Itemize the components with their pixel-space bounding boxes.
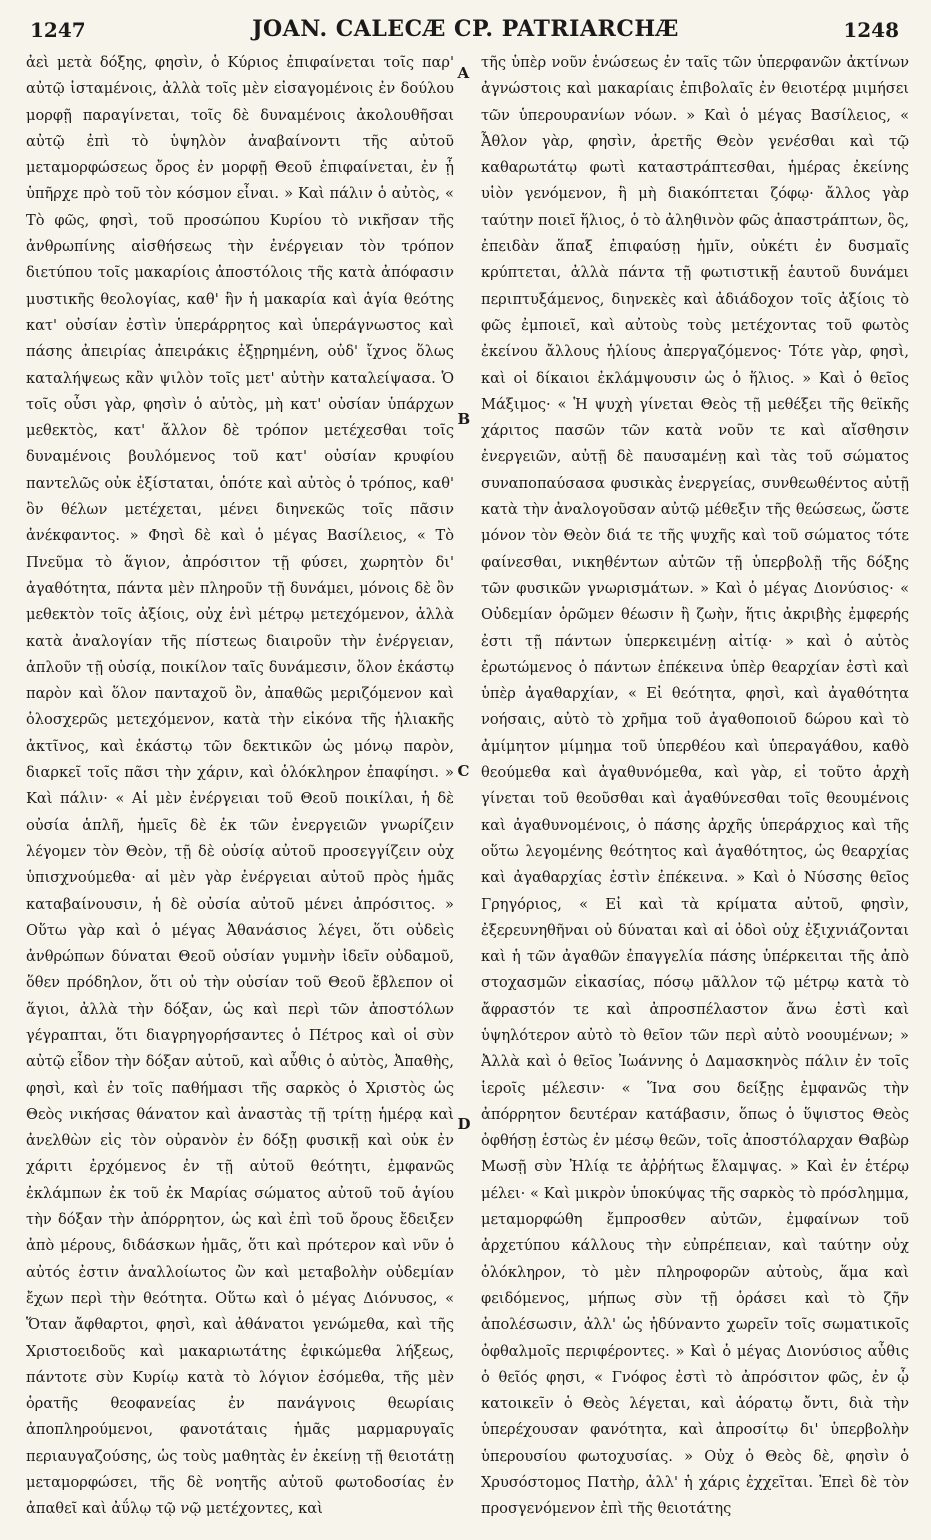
text-columns bbox=[26, 50, 909, 1532]
running-header bbox=[22, 14, 909, 48]
column-gutter bbox=[455, 50, 481, 1532]
page-number-right: 1248 bbox=[843, 18, 899, 42]
margin-mark-c: C bbox=[457, 762, 470, 780]
column-left bbox=[26, 50, 454, 1532]
margin-mark-b: B bbox=[457, 410, 471, 428]
column-right-text: τῆς ὑπὲρ νοῦν ἑνώσεως ἐν ταῖς τῶν ὑπερφανῶν ἀκτίνων ἀγνώστοις καὶ μακαρίαις ἐπιβολαῖς ἐν θειοτέρᾳ μιμήσει τῶν ὑπερουρανίων νόων. » Καὶ ὁ μέγας Βασίλειος, « Ἆθλον γὰρ, φησὶν, ἀρετῆς Θεὸν γενέσθαι καὶ τῷ καθαρωτάτῳ φωτὶ καταστράπτεσθαι, ἡμέρας ἐκείνης υἱὸν γενόμενον, ἣ μὴ διακόπτεται ζόφῳ· ἄλλος γὰρ ταύτην ποιεῖ ἥλιος, ὁ τὸ ἀληθινὸν φῶς ἀπαστράπτων, ὃς, ἐπειδὰν ἅπαξ ἐπιφαύσῃ ἡμῖν, οὐκέτι ἐν δυσμαῖς κρύπτεται, ἀλλὰ πάντα τῇ φωτιστικῇ ἑαυτοῦ δυνάμει περιπτυξάμενος, διηνεκὲς καὶ ἀδιάδοχον τοῖς ἀξίοις τὸ φῶς ἐμποιεῖ, καὶ αὐτοὺς τοὺς μετέχοντας τοῦ φωτὸς ἐκείνου ἄλλους ἡλίους ἀπεργαζόμενος· Τότε γὰρ, φησὶ, καὶ οἱ δίκαιοι ἐκλάμψουσιν ὡς ὁ ἥλιος. » Καὶ ὁ θεῖος Μάξιμος· « Ἡ ψυχὴ γίνεται Θεὸς τῇ μεθέξει τῆς θεϊκῆς χάριτος πασῶν τῶν κατὰ νοῦν τε καὶ αἴσθησιν ἐνεργειῶν, αὐτῇ δὲ παυσαμένῃ καὶ τὰς τοῦ σώματος συναποπαύσασα φυσικὰς ἐνεργείας, συνθεωθέντος αὐτῇ κατὰ τὴν ἀναλογοῦσαν αὐτῷ μέθεξιν τῆς θεώσεως, ὥστε μόνον τὸν Θεὸν διά τε τῆς ψυχῆς καὶ τοῦ σώματος τότε φαίνεσθαι, νικηθέντων αὐτῶν τῇ ὑπερβολῇ τῆς δόξης τῶν φυσικῶν γνωρισμάτων. » Καὶ ὁ μέγας Διονύσιος· « Οὐδεμίαν ὁρῶμεν θέωσιν ἢ ζωὴν, ἥτις ἀκριβὴς ἐμφερής ἐστι τῇ πάντων ὑπερκειμένῃ αἰτίᾳ· » καὶ ὁ αὐτὸς ἐρωτώμενος ὁ πάντων ἐπέκεινα ὑπὲρ θεαρχίαν ἐστὶ καὶ ὑπὲρ ἀγαθαρχίαν, « Εἰ θεότητα, φησὶ, καὶ ἀγαθότητα νοήσαις, αὐτὸ τὸ χρῆμα τοῦ ἀγαθοποιοῦ δώρου καὶ τὸ ἀμίμητον μίμημα τοῦ ὑπερθέου καὶ ὑπεραγάθου, καθὸ θεούμεθα καὶ ἀγαθυνόμεθα, καὶ γὰρ, εἰ τοῦτο ἀρχὴ γίνεται τοῦ θεοῦσθαι καὶ ἀγαθύνεσθαι τοῖς θεουμένοις καὶ ἀγαθυνομένοις, ὁ πάσης ἀρχῆς ὑπεράρχιος καὶ τῆς οὕτω λεγομένης θεότητος καὶ ἀγαθότητος, ὡς θεαρχίας καὶ ἀγαθαρχίας ἐστὶν ἐπέκεινα. » Καὶ ὁ Νύσσης θεῖος Γρηγόριος, « Εἰ καὶ τὰ κρίματα αὐτοῦ, φησὶν, ἐξερευνηθῆναι οὐ δύναται καὶ αἱ ὁδοὶ οὐχ ἐξιχνιάζονται καὶ ἡ τῶν ἀγαθῶν ἐπαγγελία πάσης ὑπέρκειται τῆς ἀπὸ στοχασμῶν εἰκασίας, πόσῳ μᾶλλον τῷ μέτρῳ κατὰ τὸ ἄφραστόν τε καὶ ἀπροσπέλαστον ἄνω ἐστὶ καὶ ὑψηλότερον αὐτὸ τὸ θεῖον τῶν περὶ αὐτὸ νοουμένων; » Ἀλλὰ καὶ ὁ θεῖος Ἰωάννης ὁ Δαμασκηνὸς πάλιν ἐν τοῖς ἱεροῖς μέλεσιν· « Ἵνα σου δείξῃς ἐμφανῶς τὴν ἀπόρρητον δευτέραν κατάβασιν, ὅπως ὁ ὕψιστος Θεὸς ὀφθήσῃ ἑστὼς ἐν μέσῳ θεῶν, τοῖς ἀποστόλαρχαν Θαβὼρ Μωσῇ σὺν Ἠλίᾳ τε ἀῤῥήτως ἔλαμψας. » Καὶ ἐν ἑτέρῳ μέλει· « Καὶ μικρὸν ὑποκύψας τῆς σαρκὸς τὸ πρόσλημμα, μεταμορφώθη ἔμπροσθεν αὐτῶν, ἐμφαίνων τοῦ ἀρχετύπου κάλλους τὴν εὐπρέπειαν, καὶ ταύτην οὐχ ὁλόκληρον, τὸ μὲν πληροφορῶν αὐτοὺς, ἅμα καὶ φειδόμενος, μήπως σὺν τῇ ὁράσει καὶ τὸ ζῆν ἀπολέσωσιν, ἀλλ' ὡς ἠδύναντο χωρεῖν τοῖς σωματικοῖς ὀφθαλμοῖς περιφέροντες. » Καὶ ὁ μέγας Διονύσιος αὖθις ὁ θεῖός φησι, « Γνόφος ἐστὶ τὸ ἀπρόσιτον φῶς, ἐν ᾧ κατοικεῖν ὁ Θεὸς λέγεται, καὶ ἀόρατῳ ὄντι, διὰ τὴν ὑπερέχουσαν φανότητα, καὶ ἀπροσίτῳ δι' ὑπερβολὴν ὑπερουσίου φωτοχυσίας. » Οὐχ ὁ Θεὸς δὲ, φησὶν ὁ Χρυσόστομος Πατὴρ, ἀλλ' ἡ χάρις ἐχχεῖται. Ἐπεὶ δὲ τὸν προσγενόμενον ἐπὶ τῆς θειοτάτης bbox=[481, 54, 909, 1518]
margin-mark-d: D bbox=[457, 1115, 471, 1133]
margin-mark-a: A bbox=[457, 64, 470, 82]
page-number-left: 1247 bbox=[30, 18, 86, 42]
running-title: JOAN. CALECÆ CP. PATRIARCHÆ bbox=[252, 16, 679, 42]
column-right bbox=[481, 50, 909, 1532]
column-left-text: ἀεὶ μετὰ δόξης, φησὶν, ὁ Κύριος ἐπιφαίνεται τοῖς παρ' αὐτῷ ἱσταμένοις, ἀλλὰ τοῖς μὲν εἰσαγομένοις ἐν δούλου μορφῇ παραγίνεται, τοῖς δὲ δυναμένοις ἀκολουθῆσαι αὐτῷ ἐπὶ τὸ ὑψηλὸν ἀναβαίνοντι τῆς αὐτοῦ μεταμορφώσεως ὄρος ἐν μορφῇ Θεοῦ ἐπιφαίνεται, ἐν ᾗ ὑπῆρχε πρὸ τοῦ τὸν κόσμον εἶναι. » Καὶ πάλιν ὁ αὐτὸς, « Τὸ φῶς, φησὶ, τοῦ προσώπου Κυρίου τὸ νικῆσαν τῆς ἀνθρωπίνης αἰσθήσεως τὴν ἐνέργειαν τὸν τρόπον διετύπου τοῖς μακαρίοις ἀποστόλοις τῆς κατὰ ἀπόφασιν μυστικῆς θεολογίας, καθ' ἣν ἡ μακαρία καὶ ἁγία θεότης κατ' οὐσίαν ἐστὶν ὑπεράρρητος καὶ ὑπεράγνωστος καὶ πάσης ἀπειρίας ἀπειράκις ἐξῃρημένη, οὐδ' ἴχνος ὅλως καταλήψεως κἂν ψιλὸν τοῖς μετ' αὐτὴν καταλείψασα. Ὁ τοῖς οὖσι γὰρ, φησὶν ὁ αὐτὸς, μὴ κατ' οὐσίαν ὑπάρχων μεθεκτὸς, κατ' ἄλλον δὲ τρόπον μετέχεσθαι τοῖς δυναμένοις βουλόμενος τοῦ κατ' οὐσίαν κρυφίου παντελῶς οὐκ ἐξίσταται, ὁπότε καὶ αὐτὸς ὁ τρόπος, καθ' ὃν θέλων μετέχεται, μένει διηνεκῶς τοῖς πᾶσιν ἀνέκφαντος. » Φησὶ δὲ καὶ ὁ μέγας Βασίλειος, « Τὸ Πνεῦμα τὸ ἅγιον, ἀπρόσιτον τῇ φύσει, χωρητὸν δι' ἀγαθότητα, πάντα μὲν πληροῦν τῇ δυνάμει, μόνοις δὲ ὂν μεθεκτὸν τοῖς ἀξίοις, οὐχ ἑνὶ μέτρῳ μετεχόμενον, ἀλλὰ κατὰ ἀναλογίαν τῆς πίστεως διαιροῦν τὴν ἐνέργειαν, ἁπλοῦν τῇ οὐσίᾳ, ποικίλον ταῖς δυνάμεσιν, ὅλον ἑκάστῳ παρὸν καὶ ὅλον πανταχοῦ ὂν, ἀπαθῶς μεριζόμενον καὶ ὁλοσχερῶς μετεχόμενον, κατὰ τὴν εἰκόνα τῆς ἡλιακῆς ἀκτῖνος, καὶ ἑκάστῳ τῶν δεκτικῶν ὡς μόνῳ παρὸν, διαρκεῖ τοῖς πᾶσι τὴν χάριν, καὶ ὁλόκληρον ἐπαφίησι. » Καὶ πάλιν· « Αἱ μὲν ἐνέργειαι τοῦ Θεοῦ ποικίλαι, ἡ δὲ οὐσία ἁπλῆ, ἡμεῖς δὲ ἐκ τῶν ἐνεργειῶν γνωρίζειν λέγομεν τὸν Θεὸν, τῇ δὲ οὐσίᾳ αὐτοῦ προσεγγίζειν οὐχ ὑπισχνούμεθα· αἱ μὲν γὰρ ἐνέργειαι αὐτοῦ πρὸς ἡμᾶς καταβαίνουσιν, ἡ δὲ οὐσία αὐτοῦ μένει ἀπρόσιτος. » Οὕτω γὰρ καὶ ὁ μέγας Ἀθανάσιος λέγει, ὅτι οὐδεὶς ἀνθρώπων δύναται Θεοῦ οὐσίαν γυμνὴν ἰδεῖν οὐδαμοῦ, ὅθεν πρόδηλον, ὅτι οὐ τὴν οὐσίαν τοῦ Θεοῦ ἔβλεπον οἱ ἅγιοι, ἀλλὰ τὴν δόξαν, ὡς καὶ περὶ τῶν ἀποστόλων γέγραπται, ὅτι διαγρηγορήσαντες ὁ Πέτρος καὶ οἱ σὺν αὐτῷ εἶδον τὴν δόξαν αὐτοῦ, καὶ αὖθις ὁ αὐτὸς, Ἀπαθὴς, φησὶ, καὶ ἐν τοῖς παθήμασι τῆς σαρκὸς ὁ Χριστὸς ὡς Θεὸς νικήσας θάνατον καὶ ἀναστὰς τῇ τρίτῃ ἡμέρᾳ καὶ ἀνελθὼν εἰς τὸν οὐρανὸν ἐν δόξῃ φυσικῇ καὶ οὐκ ἐν χάριτι ἐρχόμενος ἐν τῇ αὐτοῦ θεότητι, ἐμφανῶς ἐκλάμπων ἐκ τοῦ ἐκ Μαρίας σώματος αὐτοῦ τοῦ ἁγίου τὴν δόξαν τὴν ἀπόρρητον, ὡς καὶ ἐπὶ τοῦ ὄρους ἔδειξεν ἀπὸ μέρους, διδάσκων ἡμᾶς, ὅτι καὶ πρότερον καὶ νῦν ὁ αὐτός ἐστιν ἀναλλοίωτος ὢν καὶ μεταβολὴν οὐδεμίαν ἔχων περὶ τὴν θεότητα. Οὕτω καὶ ὁ μέγας Διόνυσος, « Ὅταν ἄφθαρτοι, φησὶ, καὶ ἀθάνατοι γενώμεθα, καὶ τῆς Χριστοειδοῦς καὶ μακαριωτάτης ἐφικώμεθα λήξεως, πάντοτε σὺν Κυρίῳ κατὰ τὸ λόγιον ἐσόμεθα, τῆς μὲν ὁρατῆς θεοφανείας ἐν πανάγνοις θεωρίαις ἀποπληρούμενοι, φανοτάταις ἡμᾶς μαρμαρυγαῖς περιαυγαζούσης, ὡς τοὺς μαθητὰς ἐν ἐκείνῃ τῇ θειοτάτῃ μεταμορφώσει, τῆς δὲ νοητῆς αὐτοῦ φωτοδοσίας ἐν ἀπαθεῖ καὶ ἀΰλῳ τῷ νῷ μετέχοντες, καὶ bbox=[26, 54, 454, 1518]
